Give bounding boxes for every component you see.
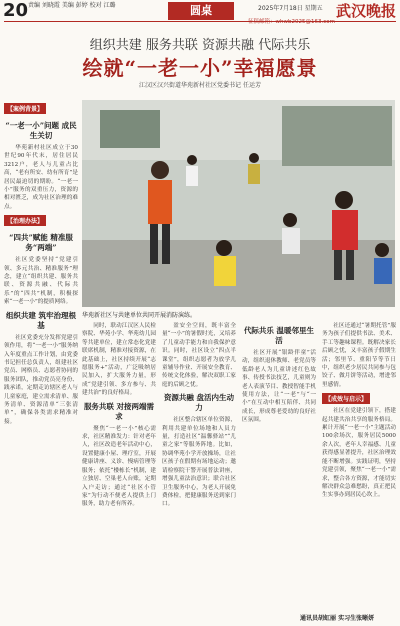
second-column <box>82 322 156 510</box>
intergen-subheading: 代际共乐 温暖邻里生活 <box>243 326 315 345</box>
serve-paragraph: 聚焦“一老一小”核心需求，社区精准发力：针对老年人，社区改造老年活动中心，设置健康小屋、理疗室，开展健康讲座、义诊、慢病管理等服务；依托“楼栋长”机制，建立独居、空巢老人台账，定期入户走访；通过“社区小管家”为行动不便老人提供上门服务，助力老有所养。 <box>82 425 156 508</box>
page-number: 20 <box>3 0 29 21</box>
newspaper-brand: 武汉晚报 <box>336 2 397 20</box>
left-column <box>4 100 78 427</box>
fourth-column <box>242 322 316 426</box>
org-subheading: 组织共建 筑牢治理根基 <box>5 310 77 330</box>
mid-paragraph-1: 盈安全空间，既丰富全量“一小”的暑假时光，又培养了儿童动手能力和自我保护意识。同时，社区设立“四点半课堂”，组织志愿者为放学儿童辅导作业、开展安全教育、传统文化体验，解决双职工家庭的后顾之忧。 <box>162 323 236 388</box>
reporter-credit: 通讯员胡虹丽 实习生张晰妍 <box>300 615 375 622</box>
case-tag: 【案例背景】 <box>4 103 46 114</box>
article-headline: 绘就“一老一小”幸福愿景 <box>82 56 318 80</box>
photo-caption: 华苑新社区与共建单位共同开展消防演练。 <box>82 312 197 319</box>
org-paragraph-1: 社区党委充分发挥党建引领作用，将“一老一小”服务纳入年度重点工作计划，由党委书记担任总负责人，组建社区党员、网格员、志愿者协同的服务团队，推动党员亮身份、践承诺，定期走访辖区老人与儿童家庭，建立需求清单、服务清单、资源清单“三张清单”，确保各类需求精准对接。 <box>4 334 78 425</box>
fifth-column <box>322 322 396 501</box>
mid-paragraph-3: 社区开展“银龄伴童”活动，组织退休教师、老党员等低龄老人为儿童讲述红色故事、传授书法技艺，儿童则为老人表演节目、教授智能手机使用方法，让“一老”与“一小”在互动中相互陪伴、共同成长，形成尊老爱幼的良好社区氛围。 <box>242 350 316 424</box>
gov-subheading: “四共”赋能 精准服务“两端” <box>9 233 73 253</box>
article-kicker: 组织共建 服务共联 资源共融 代际共乐 <box>89 38 311 53</box>
mid-paragraph-2: 社区整合辖区单位资源，利用共建单位场地和人员力量，打造社区“温馨驿站”“儿童之家”等服务阵地。比如，协调华苑小学开放操场，让社区孩子在假期有场地运动；邀请检察院干警开展普法讲座，增强儿童法治意识；联合社区卫生服务中心，为老人开展免费体检，把健康服务送到家门口。 <box>162 417 236 508</box>
gov-paragraph: 社区党委坚持“党建引领、多元共治、精准服务”理念，建立“组织共建、服务共联、资源共融、代际共乐”的“四共”机制，积极探索“一老一小”的提质网络。 <box>4 257 78 306</box>
fire-drill-photo <box>82 100 395 307</box>
issue-date: 2025年7月18日 星期五 <box>258 5 323 12</box>
header-rule <box>4 21 396 22</box>
third-column <box>162 322 236 510</box>
page-header <box>0 0 400 27</box>
submission-email: 征稿邮箱：whwb2025@163.com <box>248 19 335 25</box>
org-paragraph-2: 同时，联动江汉区人民检察院、华苑小学、华苑幼儿园等共建单位，建立常态化党建联席机制，精准对接资源，在此基础上，社区持续开展“志愿服务+”活动，广泛吸纳居民加入，扩大服务力量，形成“党建引领、多方参与、共建共治”的良好格局。 <box>82 323 156 397</box>
editor-credits: 责编 刘晓霞 美编 彭婷 校对 江璐 <box>28 2 116 9</box>
case-paragraph: 华苑新村社区成立于30世纪90年代末，居住居民3212户，老人与儿童占比高，“老有所安、幼有所育”是居民最迫切的期盼。“一老一小”服务的双重压力，资源的相对匮乏，成为社区治理的难点。 <box>4 145 78 210</box>
section-title: 圆桌 <box>168 2 234 20</box>
news-photo <box>82 100 395 307</box>
case-subheading: “一老一小”问题 成民生关切 <box>5 121 77 140</box>
result-tag: 【成效与启示】 <box>322 393 370 404</box>
article-byline: 江汉区汉兴街道华苑新村社区党委书记 任运芳 <box>139 82 261 89</box>
resource-subheading: 资源共融 盘活内生动力 <box>163 393 235 413</box>
right-paragraph-1: 社区还通过“暑期托管”服务为孩子们提供书法、美术、手工等趣味课程。既解决家长后顾之忧，又丰富孩子假期生活；邻里节、重阳节等节日中，组织老少居民共同参与包饺子、做月饼等活动，增进邻里感情。 <box>322 323 396 388</box>
gov-tag: 【治理办法】 <box>4 215 46 226</box>
serve-subheading: 服务共联 对接两端需求 <box>83 401 155 421</box>
right-paragraph-2: 社区在党建引领下，搭建起共建共治共享的服务格局。累计开展“一老一小”主题活动100余场次，服务居民5000余人次，老年人幸福感、儿童获得感显著提升，社区治理效能不断增强。实践证明，坚持党建引领，聚焦“一老一小”需求，整合各方资源，才能切实解决群众急难愁盼，真正把民生实事办到居民心坎上。 <box>322 408 396 499</box>
